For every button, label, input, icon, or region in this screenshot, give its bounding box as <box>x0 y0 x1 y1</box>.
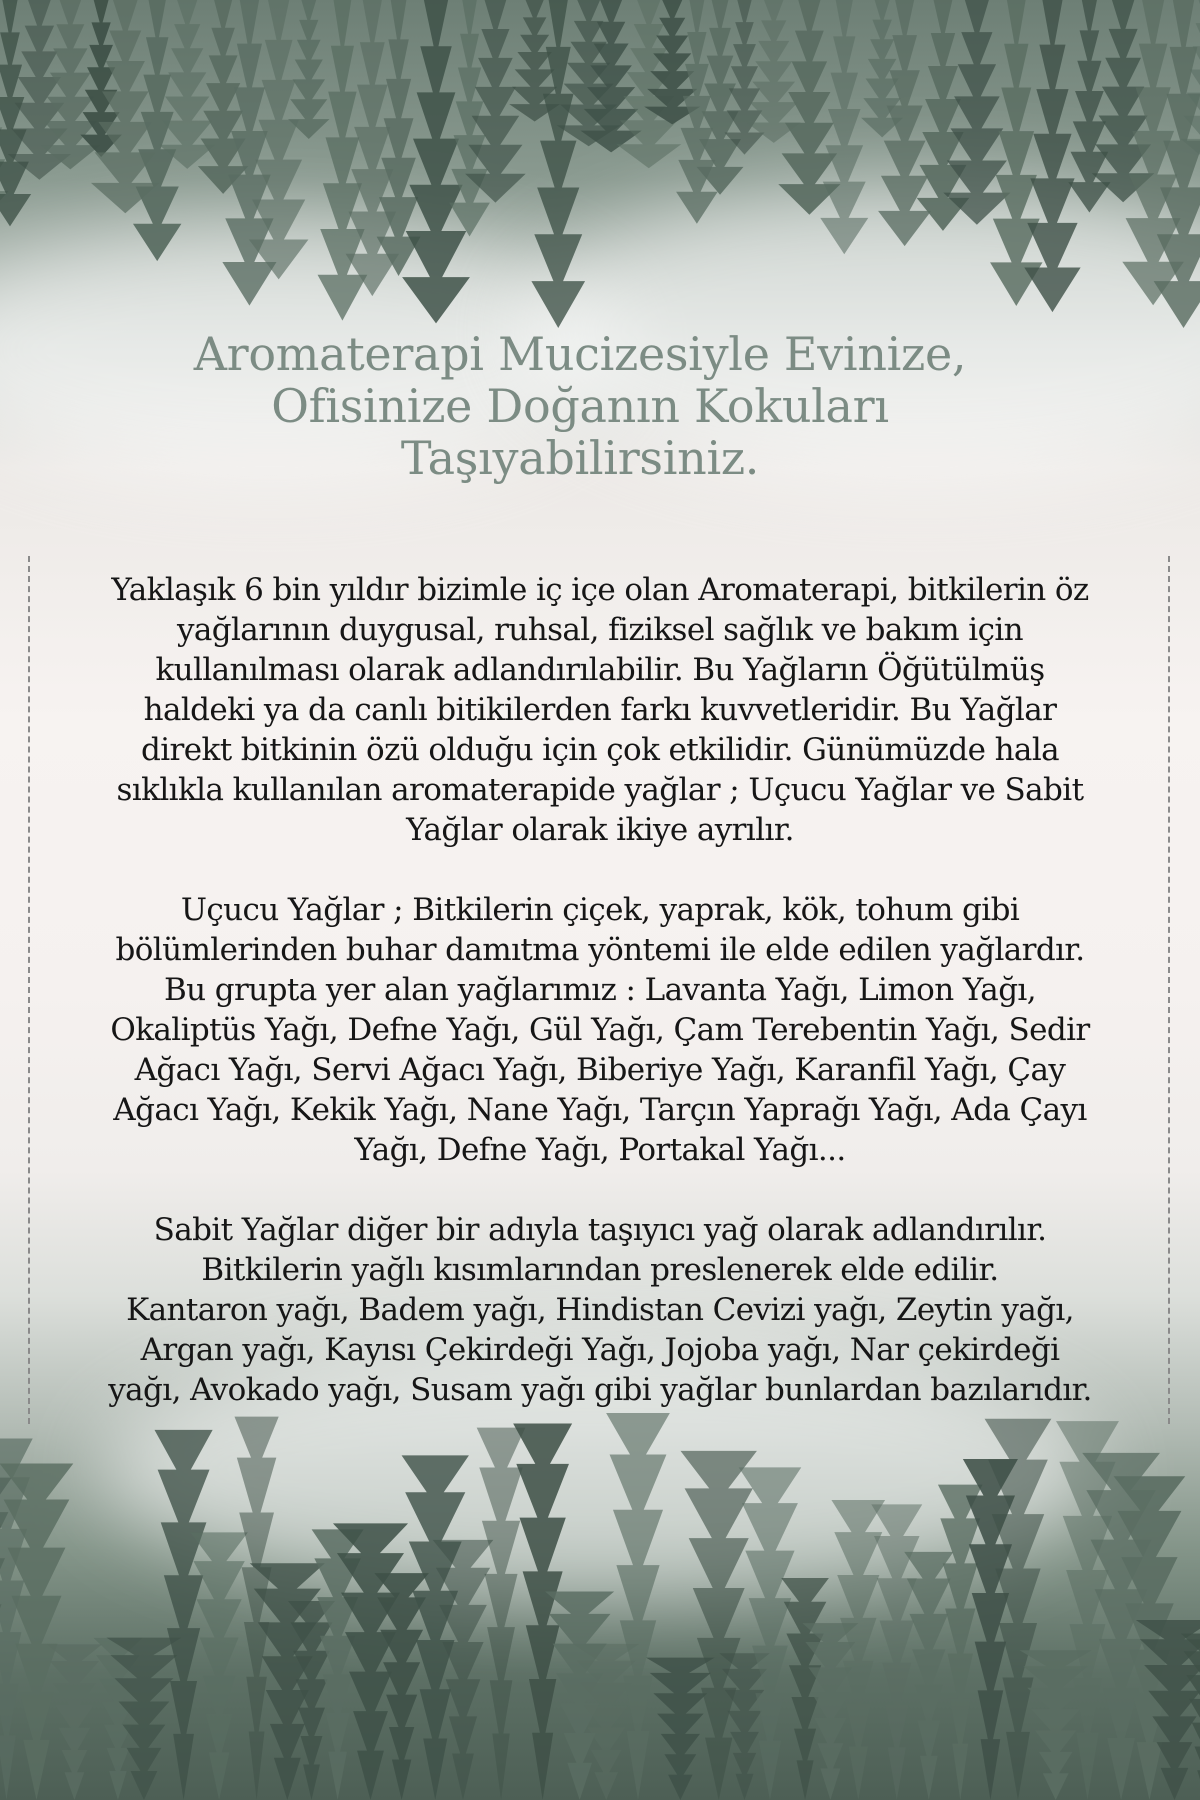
pine-tree <box>190 1532 248 1800</box>
forest-top-illustration <box>0 0 1200 340</box>
paragraph-volatile-oils <box>30 890 1170 1170</box>
pine-tree <box>513 1423 572 1800</box>
text-line: Kantaron yağı, Badem yağı, Hindistan Cevizi yağı, Zeytin yağı, <box>126 1292 1074 1328</box>
pine-tree <box>781 1578 829 1800</box>
text-line: sıklıkla kullanılan aromaterapide yağlar ; Uçucu Yağlar ve Sabit <box>116 772 1084 808</box>
text-line: bölümlerinden buhar damıtma yöntemi ile elde edilen yağlardır. <box>115 932 1085 968</box>
text-line: yağlarının duygusal, ruhsal, fiziksel sağlık ve bakım için <box>176 612 1024 648</box>
pine-tree <box>606 1413 670 1800</box>
pine-tree <box>990 0 1042 306</box>
pine-tree <box>1020 1650 1092 1800</box>
text-line: haldeki ya da canlı bitikilerden farkı kuvvetleridir. Bu Yağlar <box>143 692 1057 728</box>
text-line: Argan yağı, Kayısı Çekirdeği Yağı, Jojoba yağı, Nar çekirdeği <box>140 1332 1060 1368</box>
title-line: Aromaterapi Mucizesiyle Evinize, <box>193 327 967 381</box>
text-line: Okaliptüs Yağı, Defne Yağı, Gül Yağı, Çam Terebentin Yağı, Sedir <box>110 1012 1090 1048</box>
text-line: Yağı, Defne Yağı, Portakal Yağı... <box>354 1132 846 1168</box>
body-text <box>30 570 1170 1450</box>
pine-tree <box>477 1428 526 1800</box>
text-line: Yağlar olarak ikiye ayrılır. <box>406 812 794 848</box>
text-line: yağı, Avokado yağı, Susam yağı gibi yağlar bunlardan bazılarıdır. <box>108 1372 1092 1408</box>
text-line: direkt bitkinin özü olduğu için çok etkilidir. Günümüzde hala <box>140 732 1060 768</box>
paragraph-fixed-oils <box>30 1210 1170 1410</box>
text-line: Ağacı Yağı, Kekik Yağı, Nane Yağı, Tarçın Yaprağı Yağı, Ada Çayı <box>113 1092 1087 1128</box>
pine-tree <box>646 1658 715 1800</box>
text-line: Uçucu Yağlar ; Bitkilerin çiçek, yaprak, kök, tohum gibi <box>180 892 1020 928</box>
page-title <box>100 328 1060 484</box>
text-line: kullanılması olarak adlandırılabilir. Bu Yağların Öğütülmüş <box>155 652 1045 688</box>
title-line: Ofisinize Doğanın Kokuları <box>271 379 889 433</box>
text-line: Bitkilerin yağlı kısımlarından preslenerek elde edilir. <box>201 1252 999 1288</box>
paragraph-intro <box>30 570 1170 850</box>
pine-tree <box>288 0 329 139</box>
text-line: Ağacı Yağı, Servi Ağacı Yağı, Biberiye Yağı, Karanfil Yağı, Çay <box>134 1052 1066 1088</box>
text-line: Bu grupta yer alan yağlarımız : Lavanta Yağı, Limon Yağı, <box>163 972 1037 1008</box>
text-line: Yaklaşık 6 bin yıldır bizimle iç içe olan Aromaterapi, bitkilerin öz <box>111 572 1089 608</box>
title-line: Taşıyabilirsiniz. <box>400 431 760 485</box>
text-line: Sabit Yağlar diğer bir adıyla taşıyıcı yağ olarak adlandırılır. <box>153 1212 1047 1248</box>
pine-tree <box>47 1644 102 1800</box>
